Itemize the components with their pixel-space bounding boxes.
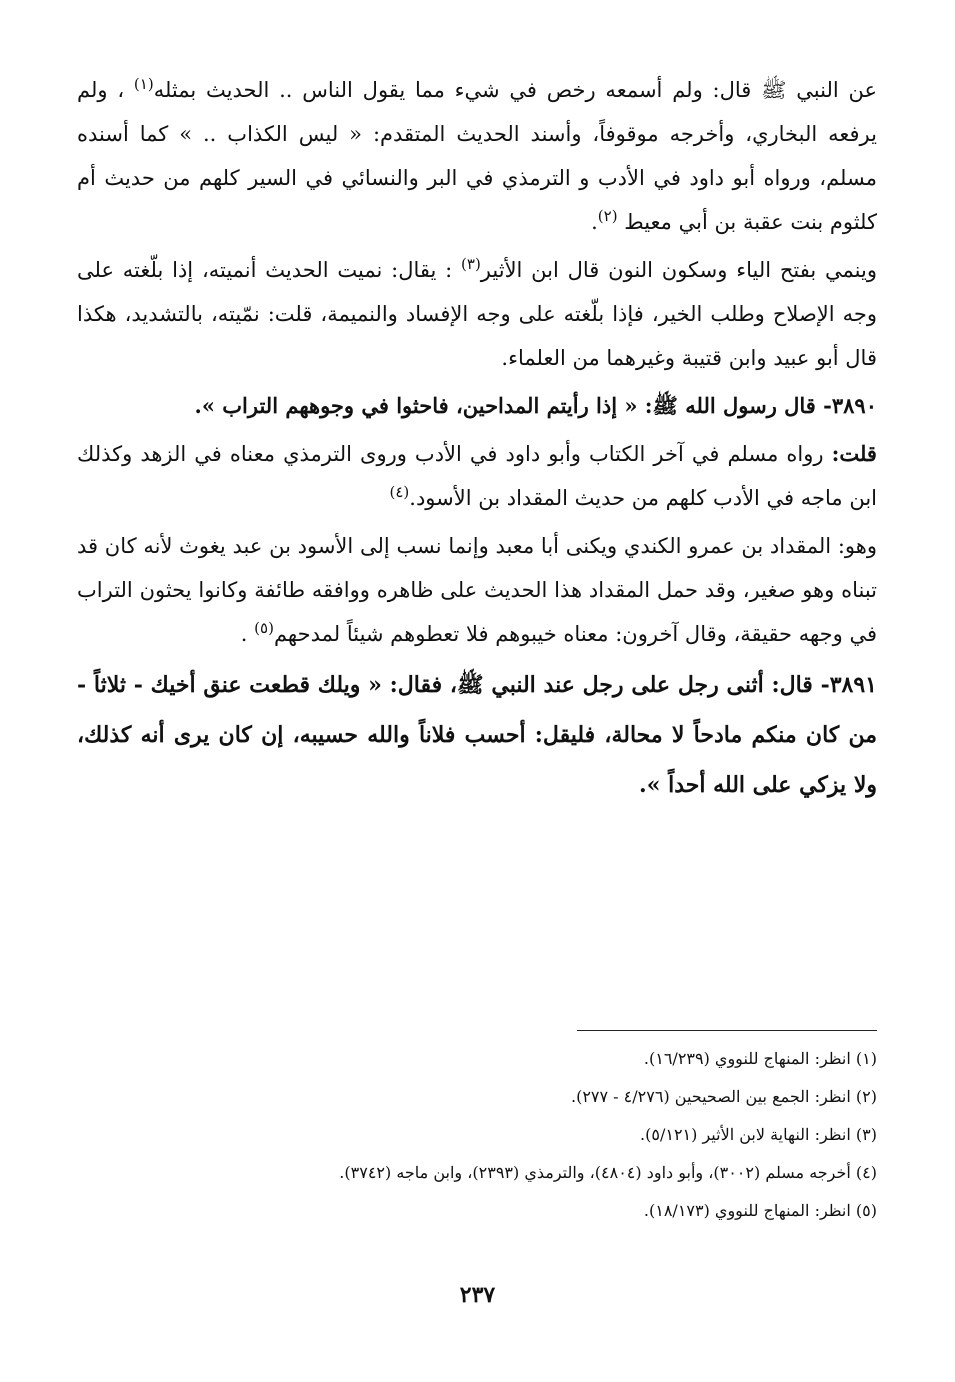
comment-3890: [77, 432, 877, 520]
paragraph-1-text-b: ، ولم يرفعه البخاري، وأخرجه موقوفاً، وأسند الحديث المتقدم: « ليس الكذاب .. » كما أسنده مسلم، ورواه أبو داود في الأدب و الترمذي في البر والنسائي في السير كلهم من حديث أم كلثوم بنت عقبة بن أبي معيط: [77, 78, 877, 234]
footnote-5: (٥) انظر: المنهاج للنووي (١٨/١٧٣).: [643, 1201, 877, 1220]
footnote-ref-1[interactable]: (١): [133, 75, 154, 93]
paragraph-1-text-a: عن النبي ﷺ قال: ولم أسمعه رخص في شيء مما يقول الناس .. الحديث بمثله: [153, 78, 877, 102]
paragraph-2: [77, 248, 877, 380]
footnote-1: (١) انظر: المنهاج للنووي (١٦/٢٣٩).: [643, 1049, 877, 1068]
hadith-3891: ٣٨٩١- قال: أثنى رجل على رجل عند النبي ﷺ، فقال: « ويلك قطعت عنق أخيك - ثلاثاً - من كان منكم مادحاً لا محالة، فليقل: أحسب فلاناً والله حسيبه، إن كان يرى أنه كذلك، ولا يزكي على الله أحداً ».: [77, 672, 877, 798]
explanation-3890: [77, 524, 877, 656]
footnote-3: (٣) انظر: النهاية لابن الأثير (٥/١٢١).: [640, 1125, 877, 1144]
hadith-3890: ٣٨٩٠- قال رسول الله ﷺ: « إذا رأيتم المداحين، فاحثوا في وجوههم التراب ».: [194, 393, 877, 418]
footnote-4: (٤) أخرجه مسلم (٣٠٠٢)، وأبو داود (٤٨٠٤)، والترمذي (٢٣٩٣)، وابن ماجه (٣٧٤٢).: [339, 1163, 877, 1182]
paragraph-1-text-c: .: [591, 210, 598, 234]
paragraph-1: [77, 68, 877, 244]
explanation-text: وهو: المقداد بن عمرو الكندي ويكنى أبا معبد وإنما نسب إلى الأسود بن عبد يغوث لأنه كان قد تبناه وهو صغير، وقد حمل المقداد هذا الحديث على ظاهره ووافقه طائفة وكانوا يحثون التراب في وجهه حقيقة، وقال آخرون: معناه خيبوهم فلا تعطوهم شيئاً لمدحهم: [77, 534, 877, 646]
footnote-ref-4[interactable]: (٤): [389, 483, 410, 501]
paragraph-2-text-b: : يقال: نميت الحديث أنميته، إذا بلّغته على وجه الإصلاح وطلب الخير، فإذا بلّغته على وجه الإفساد والنميمة، قلت: نمّيته، بالتشديد، هكذا قال أبو عبيد وابن قتيبة وغيرهما من العلماء.: [77, 258, 877, 370]
page-number: ٢٣٧: [459, 1282, 496, 1308]
comment-label: قلت:: [831, 441, 877, 466]
paragraph-2-text-a: وينمي بفتح الياء وسكون النون قال ابن الأثير: [480, 258, 877, 282]
footnotes: [77, 1040, 877, 1230]
explanation-end: .: [240, 622, 248, 646]
footnote-divider: [577, 1030, 877, 1031]
main-text: [77, 68, 877, 810]
footnote-ref-3[interactable]: (٣): [461, 255, 481, 273]
footnote-ref-2[interactable]: (٢): [597, 207, 618, 225]
comment-text: رواه مسلم في آخر الكتاب وأبو داود في الأدب وروى الترمذي معناه في الزهد وكذلك ابن ماجه في الأدب كلهم من حديث المقداد بن الأسود.: [77, 442, 877, 510]
footnote-ref-5[interactable]: (٥): [254, 619, 274, 637]
footnote-2: (٢) انظر: الجمع بين الصحيحين (٤/٢٧٦ - ٢٧٧).: [570, 1087, 877, 1106]
